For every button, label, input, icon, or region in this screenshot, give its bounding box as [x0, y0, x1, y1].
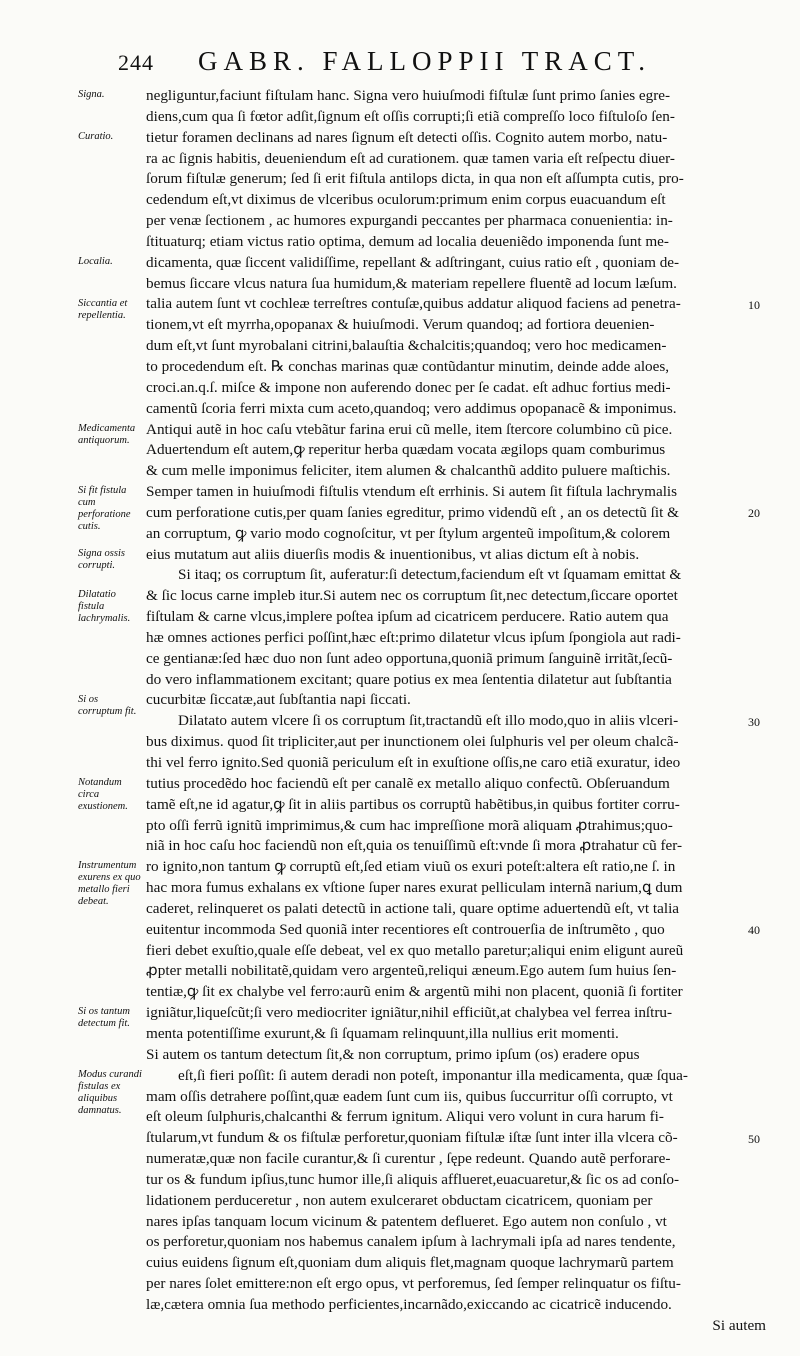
text-line: lidationem perduceretur , non autem exulceraret obductam cicatricem, quoniam per: [146, 1191, 653, 1209]
text-line: caderet, relinqueret os palati detectũ in actione tali, quare optime aduertendũ eſt, vt talia: [146, 899, 680, 917]
margin-note: Si os tantum detectum fit.: [78, 1006, 130, 1030]
text-line: eſt oleum ſulphuris,chalcanthi & ferrum ignitum. Aliqui vero volunt in cura harum fi-: [146, 1108, 664, 1126]
text-line: eſt,ſi fieri poſſit: ſi autem deradi non poteſt, imponantur illa medicamenta, quæ ſqua-: [178, 1066, 688, 1084]
line-number: 30: [748, 714, 760, 729]
text-line: Semper tamen in huiuſmodi fiſtulis vtendum eſt errhinis. Si autem ſit fiſtula lachrymalis: [146, 483, 678, 501]
margin-note: Dilatatio fistula lachrymalis.: [78, 589, 131, 625]
text-line: an corruptum, ꝙ vario modo cognoſcitur, vt per ſtylum argenteũ impoſitum,& colorem: [146, 524, 671, 542]
text-line: cum perforatione cutis,per quam ſanies egreditur, primo videndũ eſt , an os detectũ ſit &: [146, 503, 679, 521]
text-line: Antiqui autẽ in hoc caſu vtebãtur farina erui cũ melle, item ſtercore columbino cũ pice.: [146, 420, 673, 438]
page-header: [118, 42, 758, 78]
text-line: igniãtur,liqueſcũt;ſi vero mediocriter igniãtur,nihil efficiũt,at chalybea vel ferrea inſtru-: [146, 1004, 673, 1022]
text-line: to procedendum eſt. ℞ conchas marinas quæ contũdantur minutim, deinde adde aloes,: [146, 357, 670, 375]
text-line: diens,cum qua ſi fœtor adſit,ſignum eſt oſſis corrupti;ſi etiã compreſſo loco fiſtuloſo ſen-: [146, 107, 675, 125]
text-line: Si itaq; os corruptum ſit, auferatur:ſi detectum,faciendum eſt vt ſquamam emittat &: [178, 566, 682, 584]
text-line: ꝓpter metalli nobilitatẽ,quidam vero argenteũ,reliqui æneum.Ego autem ſum huius ſen-: [146, 962, 677, 980]
text-line: bemus ſiccare vlcus natura ſua humidum,& materiam repellere fluentẽ ad locum læſum.: [146, 274, 677, 292]
text-line: tutius procedẽdo hoc faciendũ eſt per canalẽ ex metallo aliquo confectũ. Obſeruandum: [146, 774, 670, 792]
text-line: cuius euidens ſignum eſt,quoniam dum aliquis flet,magnam quoque lachrymarũ partem: [146, 1254, 674, 1272]
text-line: numeratæ,quæ non facile curantur,& ſi curentur , ſępe redeunt. Quando autẽ perforare-: [146, 1150, 671, 1168]
text-line: thi vel ferro ignito.Sed quoniã periculum eſt in exuſtione oſſis,ne caro etiã exuratur, ideo: [146, 754, 681, 771]
margin-note: Si fit fistula cum perforatione cutis.: [78, 485, 131, 533]
text-line: pto oſſi ferrũ ignitũ imprimimus,& cum hac impreſſione morã aliquam ꝓtrahimus;quo-: [146, 816, 673, 834]
text-line: tur os & fundum ipſius,tunc humor ille,ſi aliquis afflueret,euacuaretur,& ſic os ad conſo-: [146, 1170, 680, 1188]
text-line: eius mutatum aut aliis diuerſis modis & inuentionibus, vt alias dictum eſt à nobis.: [146, 545, 640, 563]
text-line: Aduertendum eſt autem,ꝙ reperitur herba quædam vocata ægilops quam comburimus: [146, 441, 666, 459]
text-line: euitentur incommoda Sed quoniã inter recentiores eſt controuerſia de inſtrumẽto , quo: [146, 920, 665, 938]
catchword: Si autem: [712, 1316, 766, 1334]
text-line: fiſtulam & carne vlcus,implere poſtea ipſum ad cicatricem perducere. Ratio autem qua: [146, 608, 669, 626]
line-number: 50: [748, 1131, 760, 1146]
text-line: tentiæ,ꝙ ſit ex chalybe vel ferro:aurũ enim & argentũ mihi non placent, quoniã ſi fortiter: [146, 983, 683, 1001]
text-line: bus diximus. quod ſit tripliciter,aut per inunctionem olei ſulphuris vel per oleum chalcã-: [146, 733, 679, 751]
text-line: ſtularum,vt fundum & os fiſtulæ perforetur,quoniam fiſtulæ iſtæ ſunt inter illa vlcera cõ-: [146, 1129, 678, 1147]
text-line: ce gentianæ:ſed hæc duo non ſunt adeo opportuna,quoniã primum ſanguinẽ irritãt,ſecũ-: [146, 649, 673, 667]
line-number: 40: [748, 923, 760, 937]
text-line: per nares ſolet emittere:non eſt ergo opus, vt perforemus, ſed ſemper relinquatur os fiſtu-: [146, 1275, 681, 1293]
text-body: [146, 86, 766, 1337]
text-line: os perforetur,quoniam nos habemus canalem ipſum à lachrymali ipſa ad nares tendente,: [146, 1233, 676, 1251]
text-line: negliguntur,faciunt fiſtulam hanc. Signa vero huiuſmodi fiſtulæ ſunt primo ſanies egre-: [146, 87, 671, 104]
text-line: cucurbitæ ſiccatæ,aut ſubſtantia napi ſiccati.: [146, 691, 411, 709]
text-line: Si autem os tantum detectum ſit,& non corruptum, primo ipſum (os) eradere opus: [146, 1045, 640, 1063]
margin-note: Signa ossis corrupti.: [78, 547, 125, 571]
margin-note: Modus curandi fistulas ex aliquibus damnatus.: [78, 1068, 142, 1116]
margin-note: Siccantia et repellentia.: [78, 297, 128, 321]
text-line: per venæ ſectionem , ac humores expurgandi peccantes per pharmaca conuenientia: in-: [146, 212, 673, 230]
text-line: niã in hoc caſu hoc faciendũ non eſt,quia os tenuiſſimũ eſt:vnde ſi mora ꝓtrahatur cũ fer-: [146, 837, 683, 855]
text-line: tamẽ eſt,ne id agatur,ꝙ ſit in aliis partibus os corruptũ habẽtibus,in quibus fortiter corru-: [146, 795, 680, 813]
text-line: ro ignito,non tantum ꝙ corruptũ eſt,ſed etiam viuũ os exuri poteſt:altera eſt ratio,ne ſ. in: [146, 858, 676, 876]
text-line: nares ipſas tanquam locum vicinum & patentem deflueret. Ego autem non conſulo , vt: [146, 1212, 667, 1230]
text-line: tietur foramen declinans ad nares ſignum eſt detecti oſſis. Cognito autem morbo, natu-: [146, 128, 668, 146]
text-line: camentũ ſcoria ferri mixta cum aceto,quandoq; vero addimus opopanacẽ & imponimus.: [146, 399, 677, 417]
text-line: hæ omnes actiones perfici poſſint,hæc eſt:primo dilatetur vlcus ipſum ſpongiola aut radi-: [146, 628, 681, 646]
text-line: læ,cætera omnia ſua methodo perficientes,incarnãdo,exiccando ac cicatricẽ inducendo.: [146, 1295, 672, 1313]
text-line: ſorum fiſtulæ generum; ſed ſi erit fiſtula antilops dicta, in qua non eſt aſſumpta cutis, pro-: [146, 170, 684, 188]
margin-note: Notandum circa exustionem.: [78, 777, 128, 813]
margin-note: Medicamenta antiquorum.: [78, 422, 136, 446]
margin-note: Localia.: [78, 255, 113, 267]
line-number: 10: [748, 297, 760, 312]
margin-note: Signa.: [78, 89, 105, 100]
text-line: dum eſt,vt ſunt myrobalani citrini,balauſtia &chalcitis;quandoq; vero hoc medicamen-: [146, 337, 667, 355]
text-line: ſtituaturq; etiam victus ratio optima, demum ad localia deueniẽdo imponenda ſunt me-: [146, 232, 669, 250]
text-line: Dilatato autem vlcere ſi os corruptum ſit,tractandũ eſt illo modo,quo in aliis vlceri-: [178, 712, 679, 730]
text-line: mam oſſis detrahere poſſint,quæ eadem ſunt cum iis, quibus ſuccurritur oſſi corrupto, vt: [146, 1087, 673, 1105]
line-number: 20: [748, 506, 760, 520]
text-line: & ſic locus carne impleb itur.Si autem nec os corruptum ſit,nec detectum,ſiccare oportet: [146, 587, 678, 605]
running-title: GABR. FALLOPPII TRACT.: [198, 46, 652, 76]
margin-note: Instrumentum exurens ex quo metallo fieri debeat.: [78, 860, 141, 908]
margin-note: Curatio.: [78, 130, 114, 142]
text-line: menta potentiſſime exurunt,& ſi ſquamam relinquunt,illa nullius erit momenti.: [146, 1024, 619, 1042]
text-line: fieri debet exuſtio,quale eſſe debeat, vel ex quo metallo paretur;aliqui enim eligunt aureũ: [146, 941, 684, 959]
text-line: cedendum eſt,vt diximus de vlceribus oculorum:primum enim corpus euacuandum eſt: [146, 191, 666, 209]
text-line: do vero inflammationem excitant; quare potius ex mea ſententia dilatetur aut ſubſtantia: [146, 670, 672, 688]
text-line: hac mora fumus exhalans ex vſtione ſuper nares exurat pelliculam internã narium,ꝗ dum: [146, 879, 683, 897]
text-line: dicamenta, quæ ſiccent validiſſime, repellant & adſtringant, cuius ratio eſt , quoniam de-: [146, 253, 680, 271]
text-line: talia autem ſunt vt cochleæ terreſtres contuſæ,quibus addatur aliquod faciens ad penetra-: [146, 295, 681, 313]
margin-note: Si os corruptum fit.: [78, 693, 137, 717]
text-line: tionem,vt eſt myrrha,opopanax & huiuſmodi. Verum quandoq; ad fortiora deuenien-: [146, 316, 655, 334]
text-line: ra ac ſignis habitis, deueniendum eſt ad curationem. quæ tamen varia eſt reſpectu diuer-: [146, 149, 675, 167]
page-number: 244: [118, 50, 154, 75]
text-line: & cum melle imponimus feliciter, item alumen & chalcanthũ addito puluere maſtichis.: [146, 462, 671, 480]
text-line: croci.an.q.ſ. miſce & impone non auferendo donec per ſe cadat. eſt adhuc fortius medi-: [146, 378, 671, 396]
